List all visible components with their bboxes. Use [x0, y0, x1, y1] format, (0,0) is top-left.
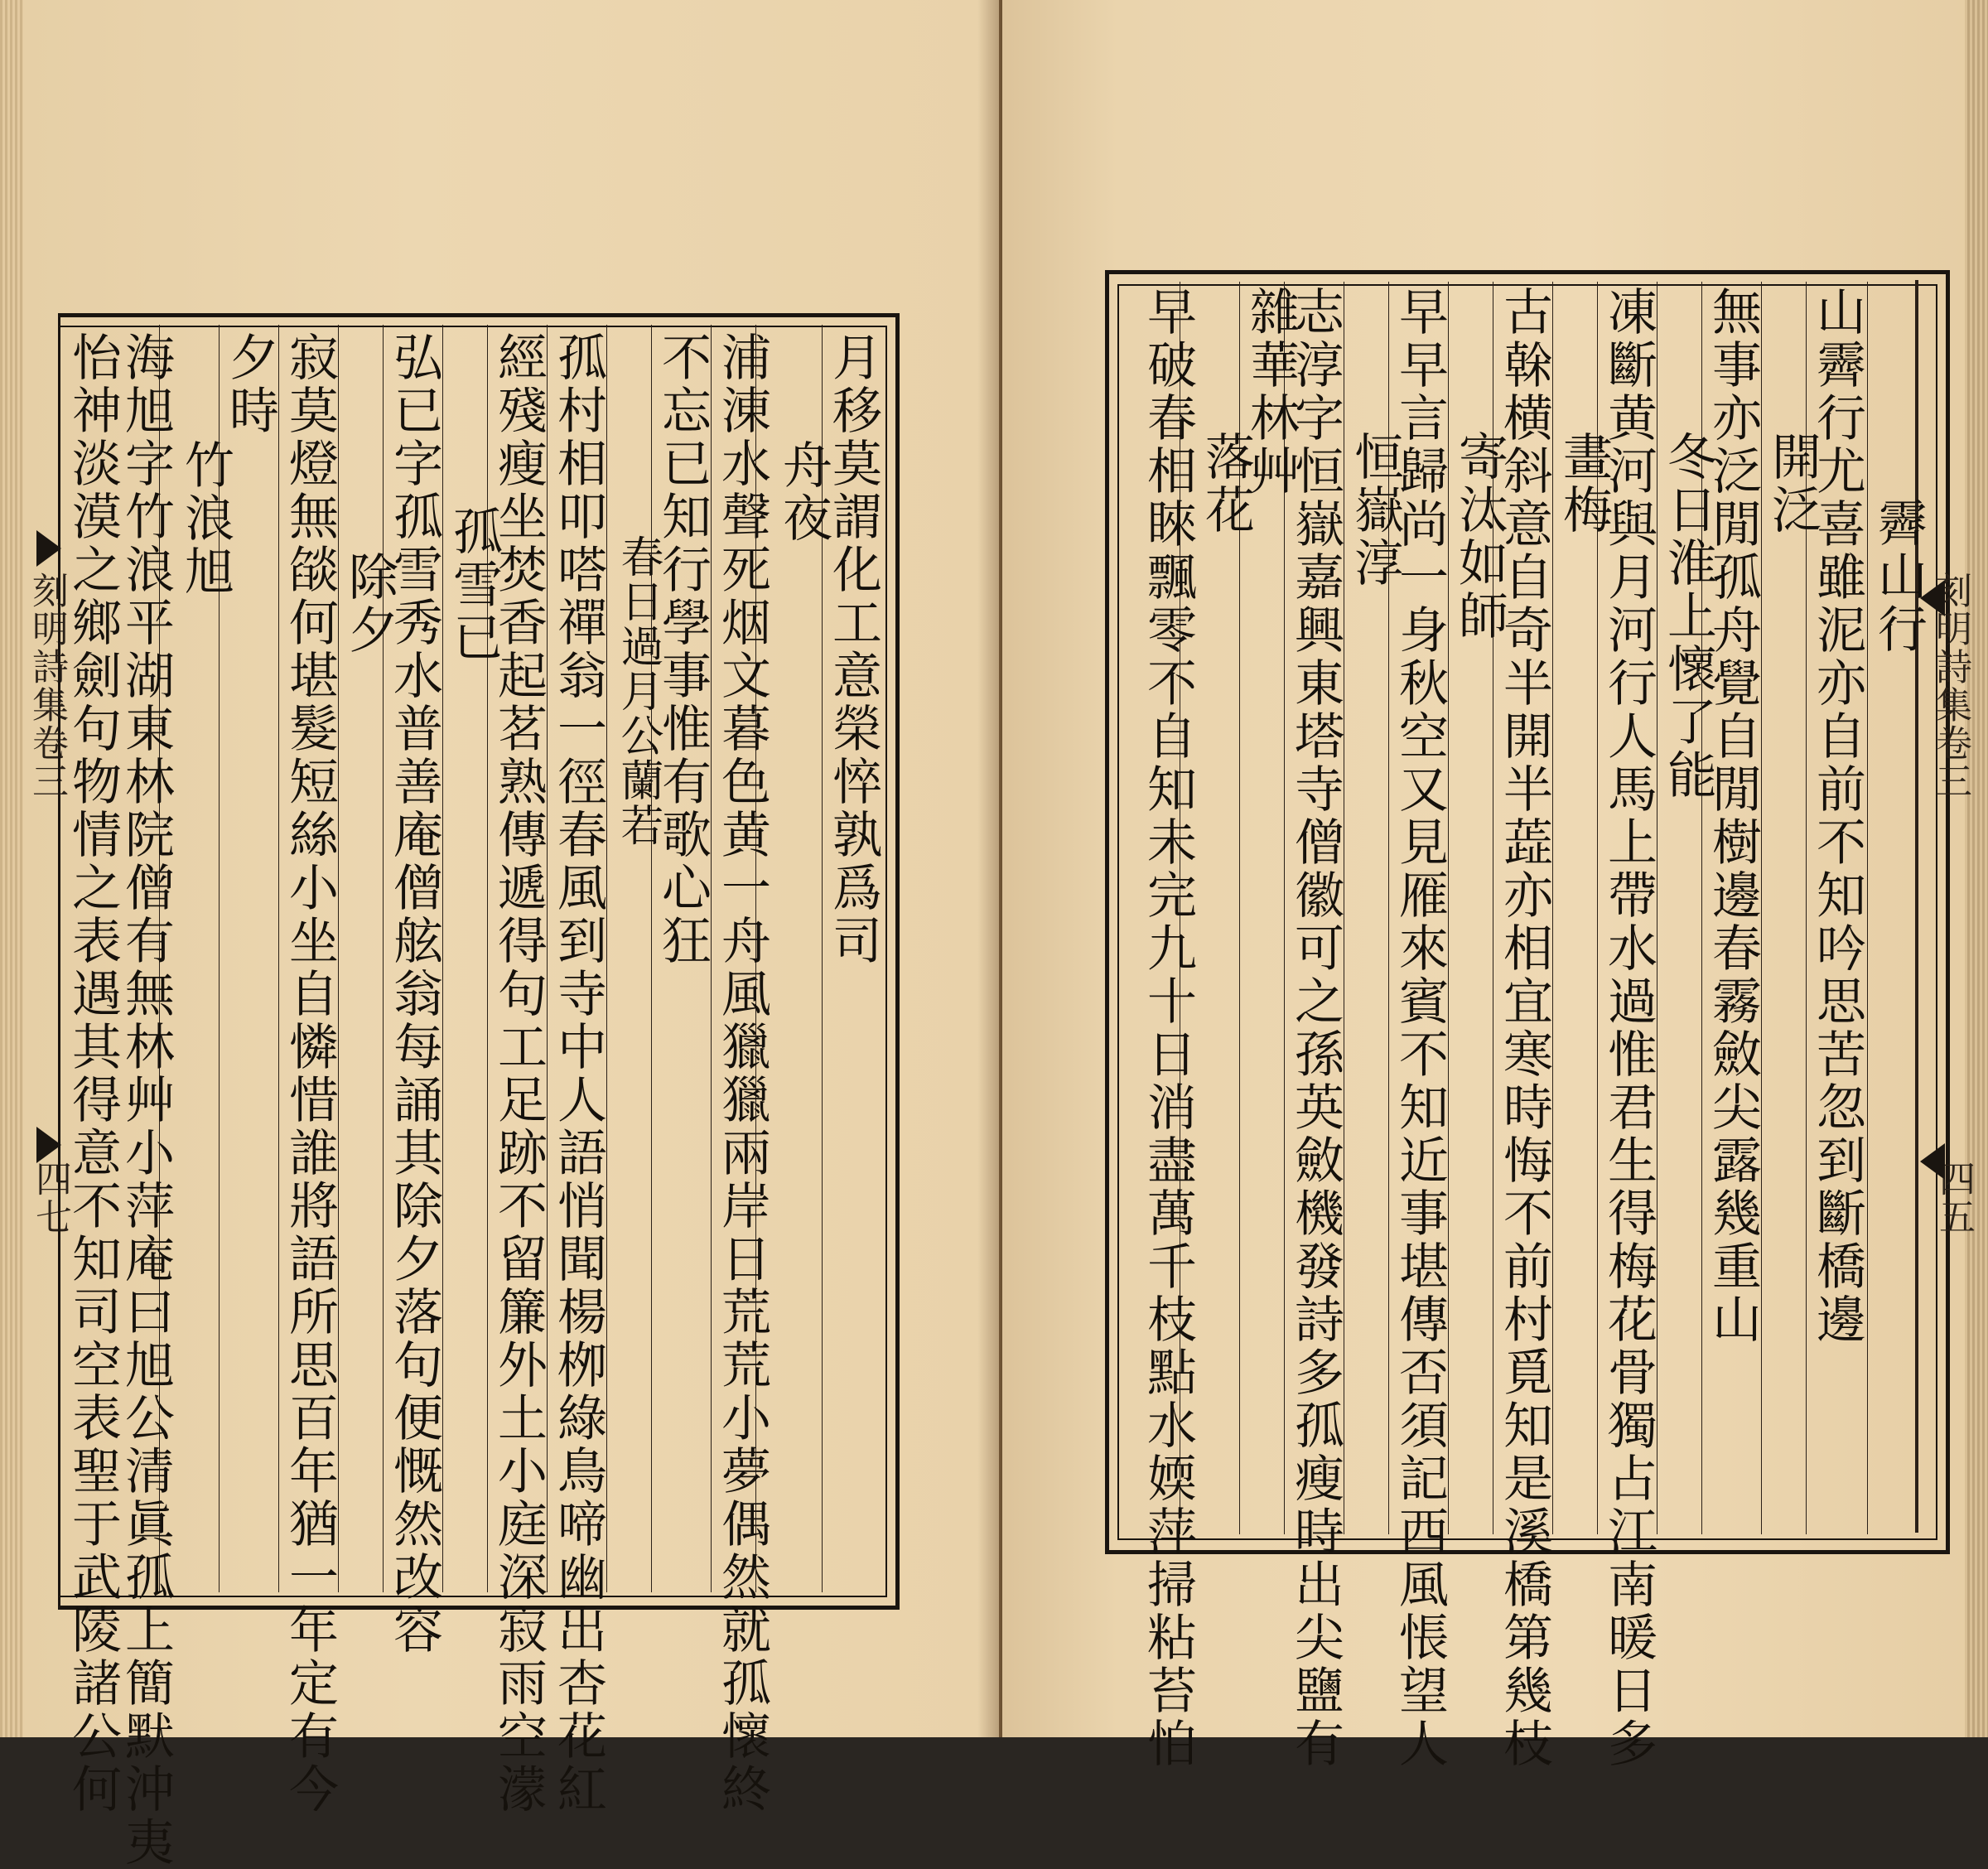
poet-name: 恒嶽淳: [1346, 431, 1404, 590]
column-rule: [651, 325, 652, 1592]
text-column: 弘已字孤雪秀水普善庵僧舷翁每誦其除夕落句便慨然改容: [385, 331, 443, 1657]
text-column: 經殘瘦坐焚香起茗熟傳遞得句工足跡不留簾外土小庭深寂雨空濛: [490, 331, 548, 1816]
column-rule: [383, 325, 384, 1592]
column-rule: [1867, 282, 1868, 1534]
column-rule: [278, 325, 279, 1592]
poem-title: 除夕: [340, 551, 398, 657]
text-column: 早破春相睞飄零不自知未完九十日消盡萬千枝點水媆萍掃粘苔怕: [1139, 286, 1197, 1770]
text-column: 浦涷水聲死烟文暮色黄一舟風獵獵兩岸日荒荒小夢偶然就孤懷終: [713, 331, 771, 1816]
poem-title: 霽山行: [1870, 497, 1928, 656]
page-edge-right: [1965, 0, 1988, 1737]
right-page-spine-title: 刻明詩集卷三: [1929, 572, 1971, 800]
poem-title: 春日過月公蘭若: [613, 534, 663, 848]
text-column: 不忘已知行學事惟有歌心狂: [654, 331, 712, 968]
text-column: 山霽行尤喜雖泥亦自前不知吟思苦忽到斷橋邊: [1808, 286, 1866, 1346]
poem-title: 舟夜: [774, 439, 832, 545]
text-column: 早早言歸尚一身秋空又見雁來賓不知近事堪傳否須記西風悵望人: [1391, 286, 1449, 1770]
poet-name: 竹浪旭: [176, 439, 234, 598]
poem-title: 落花: [1197, 431, 1255, 537]
fish-tail-mark: [1920, 1143, 1945, 1180]
poet-name: 孤雪已: [445, 505, 503, 664]
text-column: 寂莫燈無燄何堪髮短絲小坐自憐惜誰將語所思百年猶一年定有今: [281, 331, 339, 1816]
poem-title: 畫梅: [1555, 431, 1613, 537]
right-page-folio: 四五: [1933, 1160, 1975, 1236]
text-column: 海旭字竹浪平湖東林院僧有無林艸小萍庵曰旭公清眞孤上簡默沖夷: [117, 331, 175, 1869]
poem-title: 開泛: [1764, 431, 1822, 537]
text-column: 凍斷黄河與月河行人馬上帶水過惟君生得梅花骨獨占江南暖日多: [1600, 286, 1657, 1770]
text-column: 無事亦泛閒孤舟覺自閒樹邊春霧斂尖露幾重山: [1704, 286, 1762, 1346]
page-edge-left: [0, 0, 23, 1737]
poem-title: 寄汰如師: [1450, 431, 1508, 643]
text-column: 月移莫謂化工意榮悴孰爲司: [824, 331, 882, 968]
poem-title: 冬日淮上懷了能: [1659, 431, 1717, 802]
left-page-spine-title: 刻明詩集卷三: [26, 572, 68, 800]
text-column: 孤村相叩嗒禪翁一徑春風到寺中人語悄聞楊栁綠鳥啼幽出杏花紅: [549, 331, 607, 1816]
text-column: 古榦横斜意自奇半開半蕋亦相宜寒時悔不前村覓知是溪橋第幾枝: [1495, 286, 1553, 1770]
collection-title: 雜華林艸: [1242, 286, 1300, 498]
text-column: 怡神淡漠之鄉劍句物情之表遇其得意不知司空表聖于武陵諸公何: [64, 331, 122, 1816]
spine-rule: [1915, 280, 1918, 1533]
left-page-folio: 四七: [29, 1160, 71, 1236]
text-column: 志淳字恒嶽嘉興東塔寺僧徽可之孫英斂機發詩多孤瘦時出尖鹽有: [1286, 286, 1344, 1770]
text-column: 夕時: [221, 331, 279, 437]
